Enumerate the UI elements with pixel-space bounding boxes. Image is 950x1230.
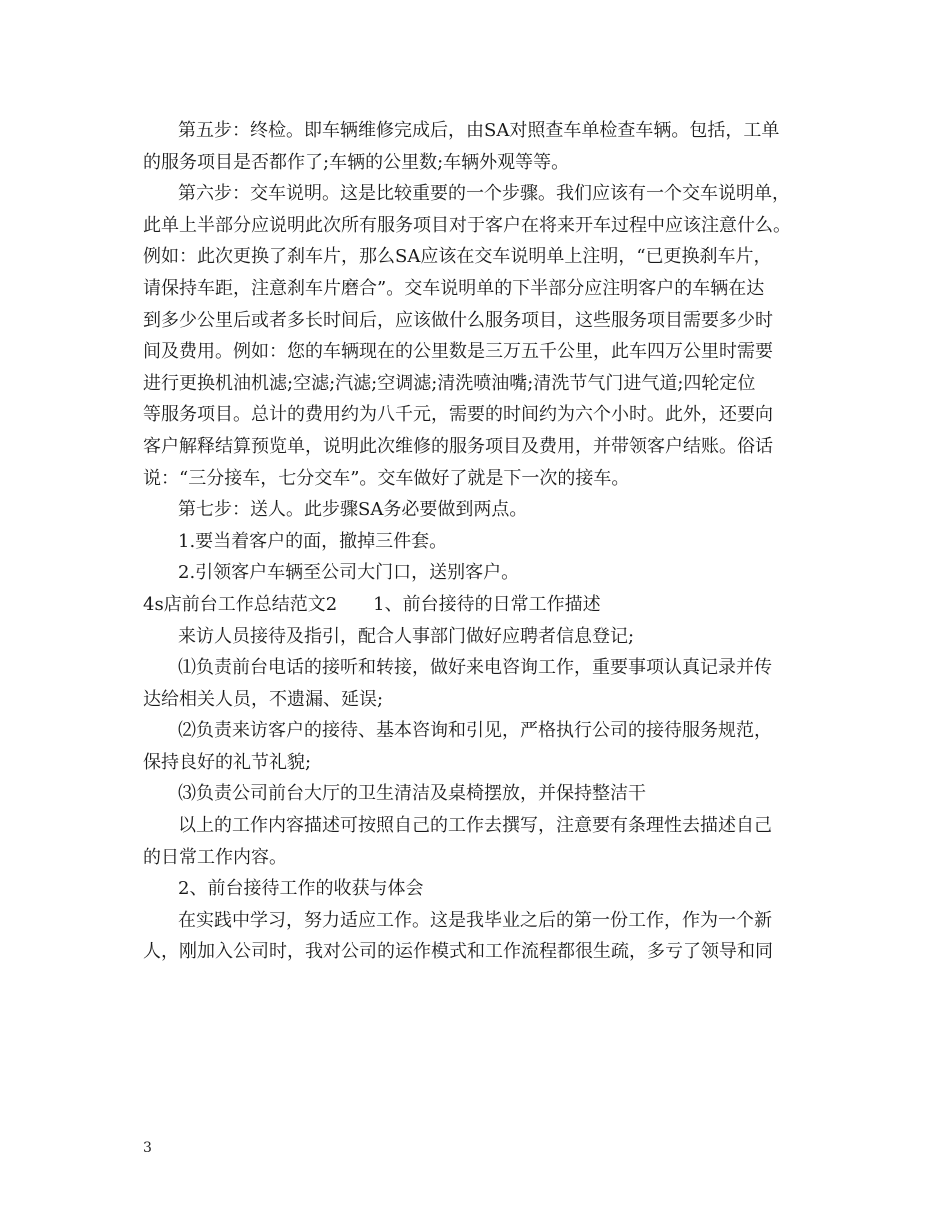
text-line: 请保持车距，注意刹车片磨合”。交车说明单的下半部分应注明客户的车辆在达 [143, 277, 765, 299]
document-body [143, 115, 803, 968]
text-line: 人，刚加入公司时，我对公司的运作模式和工作流程都很生疏，多亏了领导和同 [143, 941, 773, 963]
text-line: 的日常工作内容。 [143, 846, 287, 868]
text-line: ⑵负责来访客户的接待、基本咨询和引见，严格执行公司的接待服务规范， [178, 720, 772, 742]
text-line: 达给相关人员，不遗漏、延误; [143, 688, 384, 710]
text-line: 例如：此次更换了刹车片，那么SA应该在交车说明单上注明，“已更换刹车片， [143, 246, 772, 268]
text-line: ⑴负责前台电话的接听和转接，做好来电咨询工作，重要事项认真记录并传 [178, 657, 772, 679]
text-line: 间及费用。例如：您的车辆现在的公里数是三万五千公里，此车四万公里时需要 [143, 341, 773, 363]
text-line: 在实践中学习，努力适应工作。这是我毕业之后的第一份工作，作为一个新 [178, 909, 772, 931]
text-line: 的服务项目是否都作了;车辆的公里数;车辆外观等等。 [143, 151, 570, 173]
text-line: ⑶负责公司前台大厅的卫生清洁及桌椅摆放，并保持整洁干 [178, 783, 646, 805]
text-line: 说：“三分接车，七分交车”。交车做好了就是下一次的接车。 [143, 467, 630, 489]
text-line: 2、前台接待工作的收获与体会 [178, 878, 424, 900]
text-line: 客户解释结算预览单，说明此次维修的服务项目及费用，并带领客户结账。俗话 [143, 435, 773, 457]
text-line: 等服务项目。总计的费用约为八千元，需要的时间约为六个小时。此外，还要向 [143, 404, 773, 426]
text-line: 第七步：送人。此步骤SA务必要做到两点。 [178, 499, 528, 521]
text-line: 以上的工作内容描述可按照自己的工作去撰写，注意要有条理性去描述自己 [178, 815, 772, 837]
text-line: 第五步：终检。即车辆维修完成后，由SA对照查车单检查车辆。包括，工单 [178, 120, 780, 141]
text-line: 进行更换机油机滤;空滤;汽滤;空调滤;清洗喷油嘴;清洗节气门进气道;四轮定位 [143, 372, 756, 394]
text-line: 4s店前台工作总结范文2 1、前台接待的日常工作描述 [143, 593, 601, 615]
text-line: 此单上半部分应说明此次所有服务项目对于客户在将来开车过程中应该注意什么。 [143, 214, 791, 236]
text-line: 来访人员接待及指引，配合人事部门做好应聘者信息登记; [178, 625, 635, 647]
text-line: 保持良好的礼节礼貌; [143, 751, 312, 773]
page-number: 3 [143, 1140, 152, 1156]
text-line: 2.引领客户车辆至公司大门口，送别客户。 [178, 562, 520, 584]
text-line: 到多少公里后或者多长时间后，应该做什么服务项目，这些服务项目需要多少时 [143, 309, 773, 331]
text-line: 1.要当着客户的面，撤掉三件套。 [178, 530, 448, 552]
text-line: 第六步：交车说明。这是比较重要的一个步骤。我们应该有一个交车说明单， [178, 183, 790, 205]
